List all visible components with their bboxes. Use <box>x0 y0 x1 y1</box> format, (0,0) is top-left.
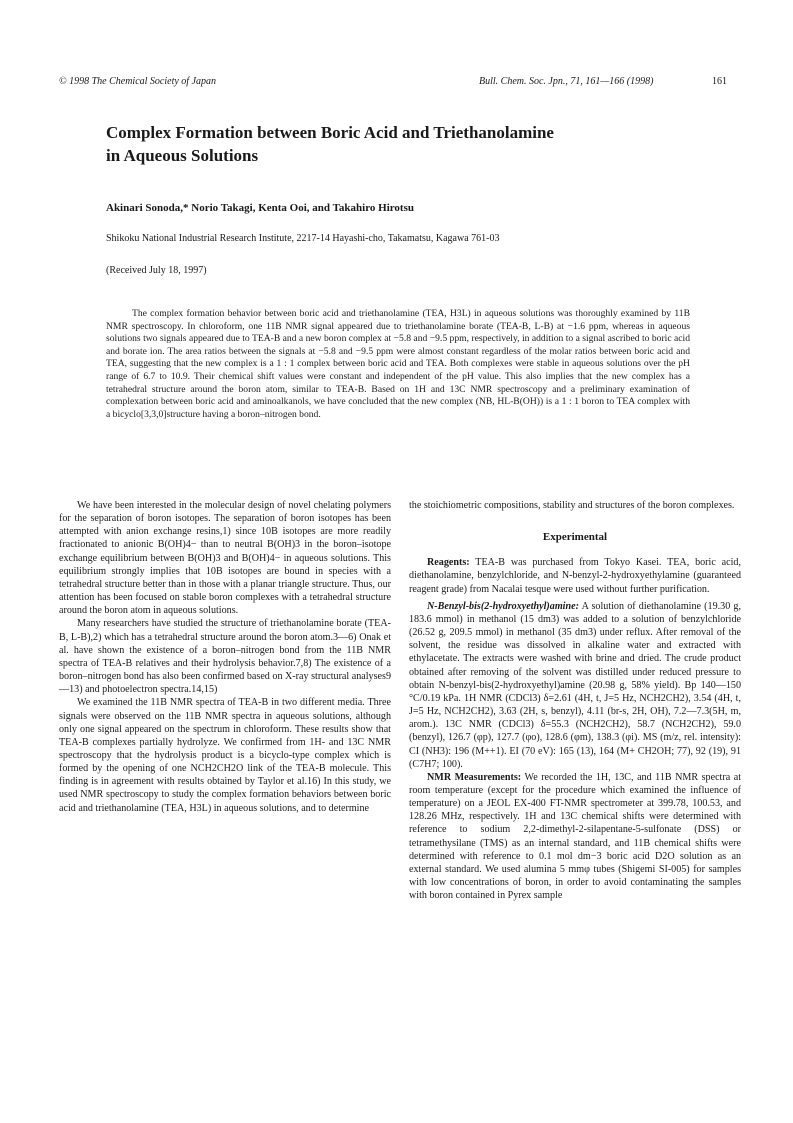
intro-paragraph-2: Many researchers have studied the structure of triethanolamine borate (TEA-B, L-B),2) which has a tetrahedral structure around the boron atom.3—6) Onak et al. have shown the existence of a boron–nitrogen bond from the 11B NMR spectra of TEA-B relatives and their hydrolysis behavior.7,8) The existence of a boron–nitrogen bond has also been confirmed based on X-ray structural analyses9—13) and photoelectron spectra.14,15) <box>59 618 391 696</box>
journal-citation: Bull. Chem. Soc. Jpn., 71, 161—166 (1998) <box>479 76 654 87</box>
page-number: 161 <box>712 76 727 87</box>
intro-continuation: the stoichiometric compositions, stability and structures of the boron complexes. <box>409 500 735 511</box>
received-date: (Received July 18, 1997) <box>106 265 207 276</box>
right-column <box>409 499 741 902</box>
synthesis-heading: N-Benzyl-bis(2-hydroxyethyl)amine: <box>427 600 579 612</box>
nmr-text: We recorded the 1H, 13C, and 11B NMR spectra at room temperature (except for the procedure which examined the influence of temperature) on a JEOL EX-400 FT-NMR spectrometer at 399.78, 100.53, and 128.26 MHz, respectively. 1H and 13C chemical shifts were determined with reference to sodium 2,2-dimethyl-2-silapentane-5-sulfonate (DSS) or tetramethysilane (TMS) as an internal standard, and 11B chemical shifts were determined with reference to 0.1 mol dm−3 boric acid D2O solution as an external standard. We used alumina 5 mmφ tubes (Shigemi SI-005) for samples with low concentrations of boron, in order to avoid contaminating the samples with boron contained in Pyrex sample <box>409 771 741 902</box>
intro-paragraph-3: We examined the 11B NMR spectra of TEA-B in two different media. Three signals were observed on the 11B NMR spectra in aqueous solutions, although only one signal appeared on the spectrum in chloroform. These results show that TEA-B complexes partially hydrolyze. We confirmed from 1H- and 13C NMR spectroscopy that the hydrolysis product is a bicyclo-type complex which is formed by the opening of one NCH2CH2O link of the TEA-B molecule. This finding is in agreement with results obtained by Taylor et al.16) In this study, we used NMR spectroscopy to study the complex formation behaviors between boric acid and triethanolamine (TEA, H3L) in aqueous solutions, and to determine <box>59 697 391 814</box>
article-title <box>106 121 666 167</box>
authors: Akinari Sonoda,* Norio Takagi, Kenta Ooi, and Takahiro Hirotsu <box>106 202 414 214</box>
abstract <box>106 308 690 421</box>
nmr-heading: NMR Measurements: <box>427 771 522 783</box>
reagents-text: TEA-B was purchased from Tokyo Kasei. TEA, boric acid, diethanolamine, benzylchloride, and N-benzyl-2-hydroxyethylamine (guaranteed reagent grade) from Nacalai tesque were used without further purification. <box>409 557 741 595</box>
nmr-paragraph <box>409 771 741 903</box>
title-line-1: Complex Formation between Boric Acid and Triethanolamine <box>106 123 554 142</box>
section-heading: Experimental <box>542 531 608 544</box>
journal-copyright: © 1998 The Chemical Society of Japan <box>59 76 217 87</box>
reagents-paragraph <box>409 556 741 595</box>
abstract-text: The complex formation behavior between boric acid and triethanolamine (TEA, H3L) in aqueous solutions was thoroughly examined by 11B NMR spectroscopy. In chloroform, one 11B NMR signal appeared due to triethanolamine borate (TEA-B, L-B) at −1.6 ppm, whereas in aqueous solutions two signals appeared due to TEA-B and a new boron complex at −5.8 and −9.5 ppm, respectively, in addition to a signal ascribed to boric acid and borate ion. The area ratios between the signals at −5.8 and −9.5 ppm were almost constant regardless of the molar ratios between boric acid and TEA, suggesting that the new complex is a 1 : 1 complex between boric acid and TEA. Both complexes were stable in aqueous solutions over the pH range of 6.7 to 10.9. Their chemical shift values were constant and independent of the pH value. This also implies that the new complex has a tetrahedral structure around the boron atom, similar to TEA-B. Based on 1H and 13C NMR spectroscopy and a preliminary examination of complexation between boric acid and aminoalkanols, we have concluded that the new complex (NB, HL-B(OH)) is a 1 : 1 boron to TEA complex with a bicyclo[3,3,0]structure having a boron–nitrogen bond. <box>106 308 690 420</box>
reagents-heading: Reagents: <box>427 557 470 569</box>
synthesis-text: A solution of diethanolamine (19.30 g, 183.6 mmol) in methanol (15 dm3) was added to a solution of benzylchloride (26.52 g, 209.5 mmol) in methanol (35 dm3) under reflux. After removal of the solvent, the residue was dissolved in alkaline water and extracted with ethylacetate. The extracts were washed with brine and dried. The crude product obtained after removing of the solvent was distilled under reduced pressure to obtain N-benzyl-bis(2-hydroxyethyl)amine (20.98 g, 58% yield). Bp 140—150 °C/0.19 kPa. 1H NMR (CDCl3) δ=2.61 (4H, t, J=5 Hz, NCH2CH2), 3.54 (4H, t, J=5 Hz, NCH2CH2), 3.63 (2H, s, benzyl), 4.11 (br-s, 2H, OH), 7.2—7.3(5H, m, arom.). 13C NMR (CDCl3) δ=55.3 (NCH2CH2), 58.7 (NCH2CH2), 59.0 (benzyl), 126.7 (φp), 127.7 (φo), 128.6 (φm), 138.3 (φi). MS (m/z, rel. intensity): CI (NH3): 196 (M++1). EI (70 eV): 165 (13), 164 (M+ CH2OH; 77), 92 (19), 91 (C7H7; 100). <box>409 600 741 770</box>
intro-paragraph-1: We have been interested in the molecular design of novel chelating polymers for the separation of boron isotopes. The separation of boron isotopes has been attempted with anion exchange resins,1) since 10B isotopes are more readily fractionated to anionic B(OH)4− than to neutral B(OH)3 in the boron–isotope exchange equilibrium between B(OH)3 and B(OH)4− in aqueous solutions. This equilibrium strongly implies that 10B isotopes are bound in species with a tetrahedral structure better than in those with a planar triangle structure. Thus, our attention has been focused on stable boron complexes with a tetrahedral structure around the boron atom in aqueous solutions. <box>59 500 391 617</box>
left-column <box>59 499 391 815</box>
affiliation: Shikoku National Industrial Research Institute, 2217-14 Hayashi-cho, Takamatsu, Kagawa 761-03 <box>106 233 500 244</box>
synthesis-paragraph <box>409 600 741 771</box>
title-line-2: in Aqueous Solutions <box>106 146 259 165</box>
